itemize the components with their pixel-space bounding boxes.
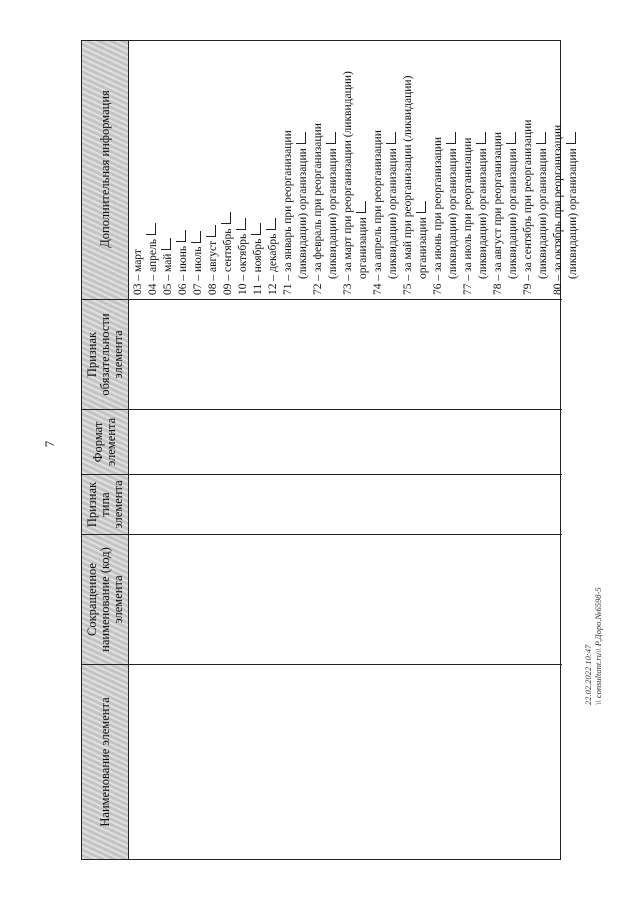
info-line-text: 07 – июль <box>192 246 204 295</box>
info-line-text: 80 – за октябрь при реорганизации <box>552 124 564 295</box>
column-short-name <box>82 534 562 664</box>
info-line <box>341 41 356 295</box>
info-line <box>416 41 431 295</box>
code-box <box>566 132 576 144</box>
info-line <box>371 41 386 295</box>
info-line <box>491 41 506 295</box>
code-box <box>296 132 306 144</box>
info-line <box>251 41 266 295</box>
info-line-text: (ликвидации) организации <box>447 148 459 279</box>
header-required: Признак обязательности элемента <box>84 313 125 396</box>
info-line-text: 12 – декабрь <box>267 233 279 295</box>
code-box <box>236 218 246 230</box>
info-line-text: (ликвидации) организации <box>477 148 489 279</box>
code-box <box>416 201 426 213</box>
info-line-text: 74 – за апрель при реорганизации <box>372 130 384 295</box>
info-line <box>386 41 401 295</box>
info-line-text: (ликвидации) организации <box>297 148 309 279</box>
info-line <box>221 41 236 295</box>
info-line-text: (ликвидации) организации <box>507 148 519 279</box>
info-line-text: 10 – октябрь <box>237 233 249 295</box>
info-line <box>506 41 521 295</box>
info-line <box>146 41 161 295</box>
info-line <box>311 41 326 295</box>
code-box <box>476 132 486 144</box>
code-box <box>161 238 171 250</box>
footer-line-1: 22.02.2022 10:47 <box>583 644 593 705</box>
info-line-text: 11 – ноябрь <box>252 238 264 295</box>
info-line <box>296 41 311 295</box>
info-line-text: 76 – за июнь при реорганизации <box>432 136 444 295</box>
header-additional-info: Дополнительная информация <box>97 90 112 248</box>
code-box <box>536 132 546 144</box>
info-line-text: 73 – за март при реорганизации (ликвидации) <box>342 71 354 295</box>
info-line <box>356 41 371 295</box>
code-box <box>251 223 261 235</box>
code-box <box>176 230 186 242</box>
info-line-text: организации <box>357 217 369 279</box>
info-line <box>161 41 176 295</box>
code-box <box>146 223 156 235</box>
info-line <box>461 41 476 295</box>
code-box <box>266 218 276 230</box>
header-element-name: Наименование элемента <box>97 697 112 827</box>
info-line-text: 08 – август <box>207 240 219 295</box>
info-line-text: 71 – за январь при реорганизации <box>282 130 294 295</box>
info-line-text: 04 – апрель <box>147 239 159 295</box>
info-line <box>236 41 251 295</box>
column-element-name <box>82 664 562 859</box>
info-line-text: 79 – за сентябрь при реорганизации <box>522 119 534 295</box>
info-line-text: (ликвидации) организации <box>537 148 549 279</box>
info-line-text: 05 – май <box>162 253 174 295</box>
info-line-text: 75 – за май при реорганизации (ликвидации) <box>402 75 414 295</box>
info-line-text: 03 – март <box>132 249 144 295</box>
info-line <box>191 41 206 295</box>
column-additional-info <box>82 39 579 299</box>
info-line <box>551 41 566 295</box>
rotated-table-wrapper <box>81 40 579 860</box>
code-box <box>206 225 216 237</box>
info-line <box>281 41 296 295</box>
code-box <box>356 201 366 213</box>
info-line-text: (ликвидации) организации <box>387 148 399 279</box>
info-line <box>131 41 146 295</box>
info-line-text: 72 – за февраль при реорганизации <box>312 123 324 295</box>
info-line-text: 77 – за июль при реорганизации <box>462 137 474 295</box>
info-line <box>206 41 221 295</box>
header-short-name: Сокращенное наименование (код) элемента <box>84 547 125 652</box>
code-box <box>446 132 456 144</box>
info-line <box>326 41 341 295</box>
info-line-text: 78 – за август при реорганизации <box>492 131 504 295</box>
footer-stamp <box>583 535 603 705</box>
column-format <box>82 409 562 474</box>
info-line <box>566 41 581 295</box>
info-line <box>521 41 536 295</box>
footer-line-2: \\ consultant.ru\\ Р.Доро.№6598-5 <box>593 587 603 705</box>
info-line-text: 09 – сентябрь <box>222 228 234 295</box>
info-line <box>431 41 446 295</box>
info-line-text: (ликвидации) организации <box>567 148 579 279</box>
code-box <box>221 212 231 224</box>
info-line <box>176 41 191 295</box>
info-line-text: (ликвидации) организации <box>327 148 339 279</box>
info-line-text: 06 – июнь <box>177 245 189 295</box>
header-type: Признак типа элемента <box>84 480 125 529</box>
info-line <box>266 41 281 295</box>
info-line <box>476 41 491 295</box>
column-type <box>82 474 562 534</box>
info-line <box>536 41 551 295</box>
column-required <box>82 299 562 409</box>
code-box <box>506 132 516 144</box>
code-box <box>191 231 201 243</box>
header-format: Формат элемента <box>91 417 118 467</box>
info-line <box>446 41 461 295</box>
additional-info-list <box>131 41 581 295</box>
code-box <box>326 132 336 144</box>
page-number: 7 <box>42 440 57 448</box>
info-line <box>401 41 416 295</box>
elements-table <box>81 40 579 860</box>
info-line-text: организации <box>417 217 429 279</box>
code-box <box>386 132 396 144</box>
